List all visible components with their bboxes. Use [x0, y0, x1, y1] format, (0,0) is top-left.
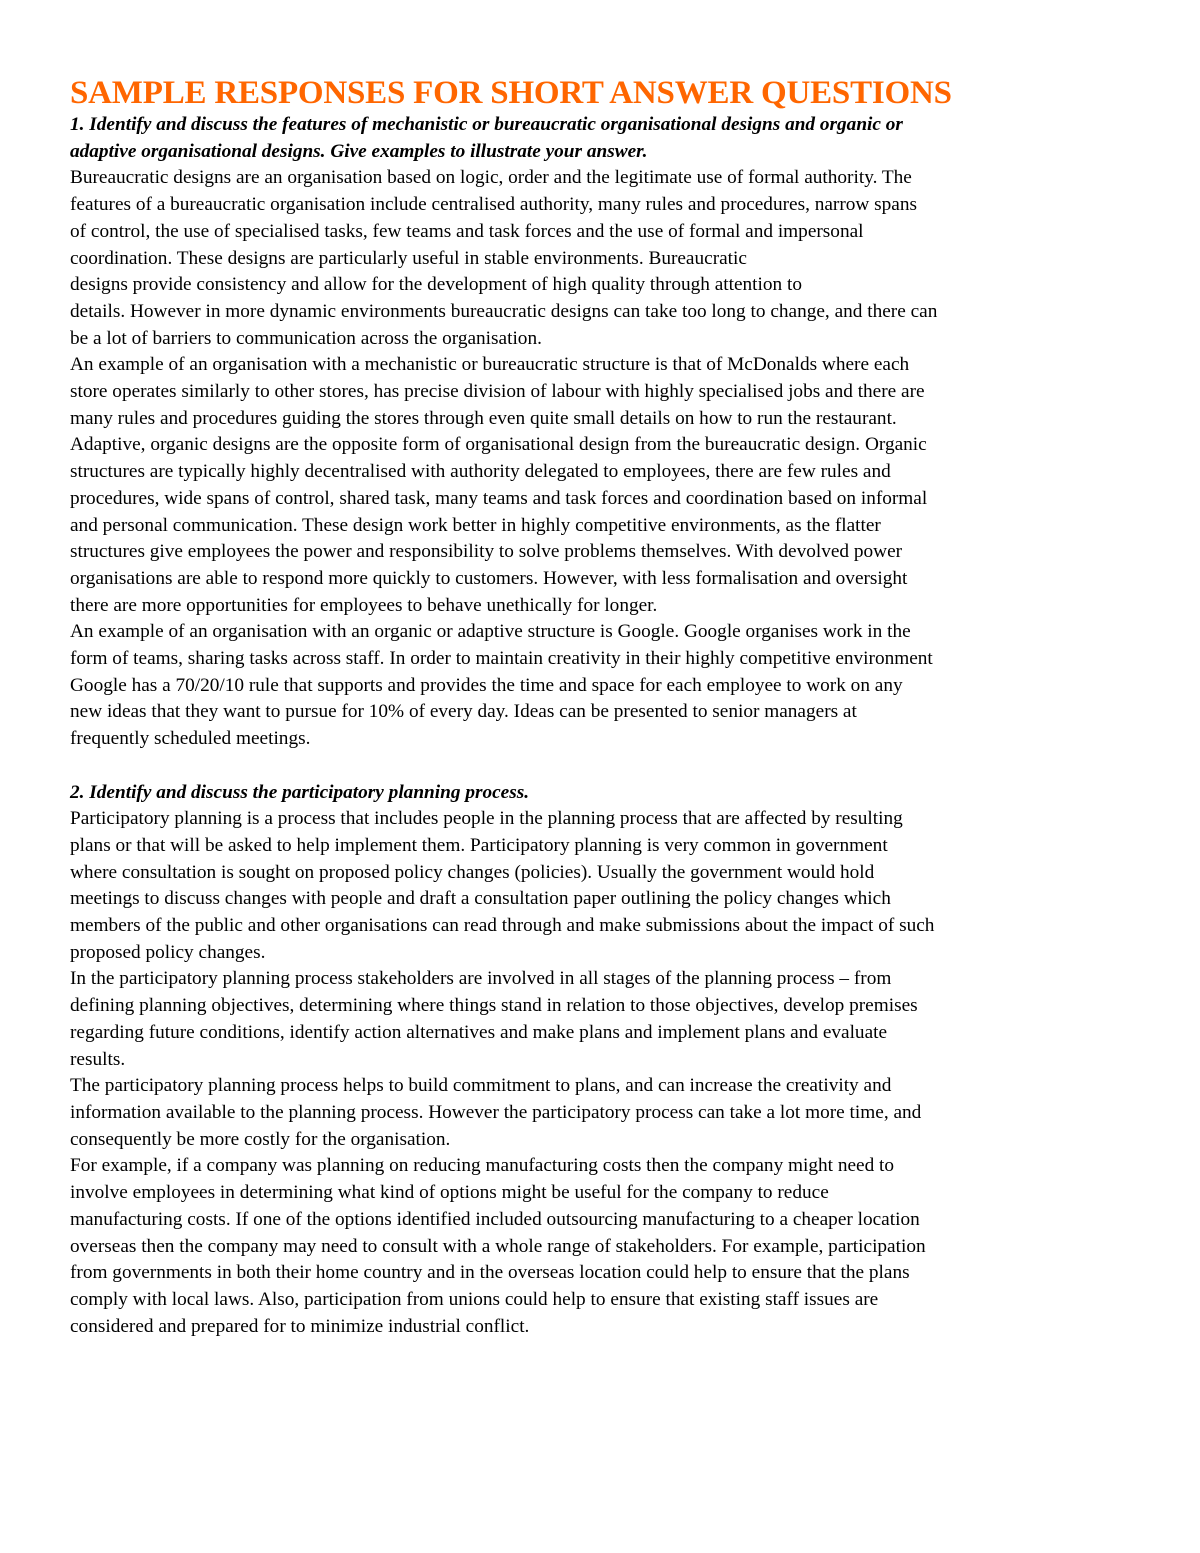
- text-line: An example of an organisation with an organic or adaptive structure is Google. Google organises work in the: [70, 621, 911, 643]
- text-line: plans or that will be asked to help implement them. Participatory planning is very common in government: [70, 834, 888, 856]
- text-line: structures are typically highly decentralised with authority delegated to employees, there are few rules and: [70, 461, 891, 483]
- text-line: where consultation is sought on proposed policy changes (policies). Usually the government would hold: [70, 861, 875, 883]
- text-line: comply with local laws. Also, participation from unions could help to ensure that existing staff issues are: [70, 1288, 879, 1310]
- text-line: form of teams, sharing tasks across staff. In order to maintain creativity in their highly competitive environment: [70, 648, 933, 670]
- text-line: designs provide consistency and allow for the development of high quality through attention to: [70, 274, 803, 296]
- text-line: store operates similarly to other stores, has precise division of labour with highly specialised jobs and there are: [70, 381, 925, 403]
- text-line: proposed policy changes.: [70, 941, 266, 963]
- text-line: Bureaucratic designs are an organisation based on logic, order and the legitimate use of formal authority. The: [70, 167, 912, 189]
- text-line: organisations are able to respond more quickly to customers. However, with less formalisation and oversight: [70, 567, 908, 589]
- text-line: be a lot of barriers to communication across the organisation.: [70, 327, 542, 349]
- text-line: Google has a 70/20/10 rule that supports and provides the time and space for each employee to work on any: [70, 674, 903, 696]
- answer-paragraph: [70, 165, 1140, 352]
- text-line: meetings to discuss changes with people and draft a consultation paper outlining the policy changes which: [70, 888, 891, 910]
- text-line: there are more opportunities for employees to behave unethically for longer.: [70, 594, 658, 616]
- text-line: Participatory planning is a process that includes people in the planning process that are affected by resulting: [70, 808, 903, 830]
- text-line: new ideas that they want to pursue for 10% of every day. Ideas can be presented to senior managers at: [70, 701, 857, 723]
- text-line: details. However in more dynamic environments bureaucratic designs can take too long to change, and there can: [70, 300, 938, 322]
- text-line: defining planning objectives, determining where things stand in relation to those objectives, develop premises: [70, 995, 918, 1017]
- text-line: of control, the use of specialised tasks, few teams and task forces and the use of formal and impersonal: [70, 220, 864, 242]
- text-line: and personal communication. These design work better in highly competitive environments, as the flatter: [70, 514, 881, 536]
- text-line: An example of an organisation with a mechanistic or bureaucratic structure is that of McDonalds where each: [70, 354, 910, 376]
- section-spacer: [70, 753, 1140, 780]
- question-line: 2. Identify and discuss the participatory planning process.: [70, 781, 530, 803]
- text-line: features of a bureaucratic organisation include centralised authority, many rules and procedures, narrow spans: [70, 194, 917, 216]
- answer-paragraph: [70, 432, 1140, 619]
- text-line: from governments in both their home country and in the overseas location could help to ensure that the plans: [70, 1262, 910, 1284]
- answer-paragraph: [70, 1073, 1140, 1153]
- question-2: [70, 780, 1140, 807]
- text-line: involve employees in determining what kind of options might be useful for the company to reduce: [70, 1182, 829, 1204]
- text-line: overseas then the company may need to consult with a whole range of stakeholders. For example, participation: [70, 1235, 926, 1257]
- section-1: [70, 112, 1140, 753]
- answer-paragraph: [70, 966, 1140, 1073]
- answer-paragraph: [70, 806, 1140, 966]
- text-line: For example, if a company was planning on reducing manufacturing costs then the company might need to: [70, 1155, 895, 1177]
- text-line: procedures, wide spans of control, shared task, many teams and task forces and coordination based on informal: [70, 487, 928, 509]
- text-line: The participatory planning process helps to build commitment to plans, and can increase the creativity and: [70, 1075, 892, 1097]
- text-line: In the participatory planning process stakeholders are involved in all stages of the planning process – from: [70, 968, 892, 990]
- question-line: 1. Identify and discuss the features of mechanistic or bureaucratic organisational designs and organic or: [70, 114, 903, 135]
- text-line: manufacturing costs. If one of the options identified included outsourcing manufacturing to a cheaper location: [70, 1208, 920, 1230]
- answer-paragraph: [70, 619, 1140, 753]
- section-2: [70, 780, 1140, 1341]
- text-line: Adaptive, organic designs are the opposite form of organisational design from the bureaucratic design. Organic: [70, 434, 927, 456]
- text-line: structures give employees the power and responsibility to solve problems themselves. With devolved power: [70, 541, 903, 563]
- text-line: members of the public and other organisations can read through and make submissions about the impact of such: [70, 915, 935, 937]
- text-line: consequently be more costly for the organisation.: [70, 1128, 451, 1150]
- document-title: SAMPLE RESPONSES FOR SHORT ANSWER QUESTIONS: [70, 75, 952, 111]
- question-line: adaptive organisational designs. Give examples to illustrate your answer.: [70, 140, 648, 162]
- text-line: frequently scheduled meetings.: [70, 728, 311, 750]
- text-line: results.: [70, 1048, 126, 1070]
- text-line: considered and prepared for to minimize industrial conflict.: [70, 1315, 530, 1337]
- document-page: [70, 74, 1140, 1340]
- text-line: information available to the planning process. However the participatory process can take a lot more time, and: [70, 1102, 922, 1123]
- text-line: coordination. These designs are particularly useful in stable environments. Bureaucratic: [70, 247, 747, 269]
- answer-paragraph: [70, 352, 1140, 432]
- text-line: regarding future conditions, identify action alternatives and make plans and implement plans and evaluate: [70, 1021, 888, 1043]
- question-1: [70, 112, 1140, 165]
- text-line: many rules and procedures guiding the stores through even quite small details on how to run the restaurant.: [70, 407, 897, 429]
- answer-paragraph: [70, 1153, 1140, 1340]
